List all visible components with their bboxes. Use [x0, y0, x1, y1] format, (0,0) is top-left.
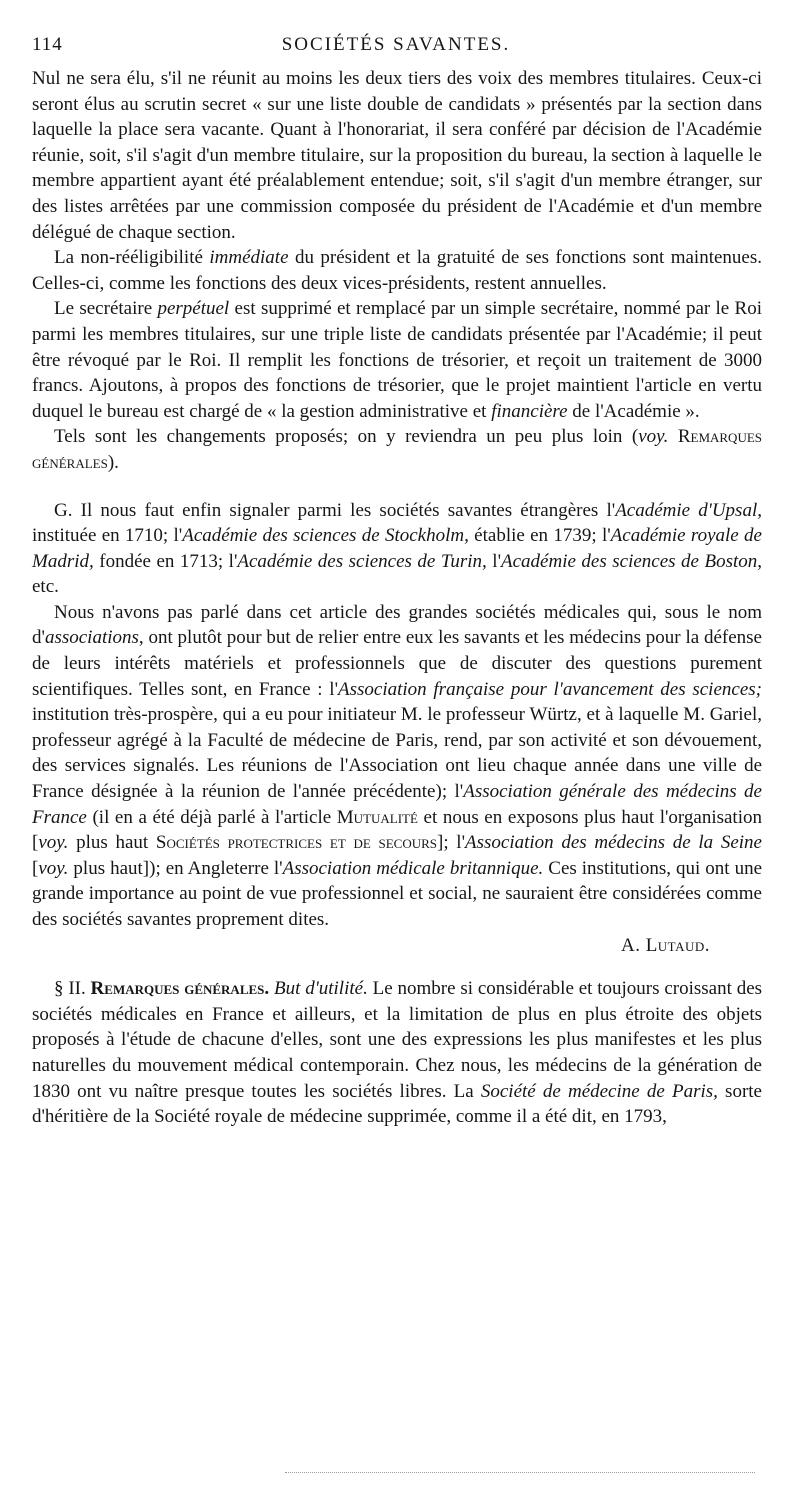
italic-run: Académie des sciences de Turin,	[237, 550, 487, 572]
italic-run: immédiate	[209, 247, 289, 269]
italic-run: Association générale des médecins de France	[32, 781, 762, 828]
italic-run: voy.	[638, 426, 669, 448]
text-run: (il en a été déjà parlé à l'article	[86, 806, 337, 828]
italic-run: Académie des sciences de Stockholm,	[182, 525, 469, 547]
text-run: [	[32, 857, 39, 879]
text-run: G. Il nous faut enfin signaler parmi les sociétés savantes étrangères l'	[54, 499, 616, 521]
page-header	[32, 34, 760, 62]
author-signature: A. Lutaud.	[620, 934, 710, 956]
running-head: SOCIÉTÉS SAVANTES.	[281, 34, 511, 55]
text-run: ]; l'	[437, 832, 465, 854]
italic-run: Association médicale britannique.	[282, 857, 544, 879]
italic-run: Société de médecine de Paris,	[480, 1080, 718, 1102]
text-run: établie en 1739; l'	[468, 525, 611, 547]
text-run: Ces institutions, qui ont une grande importance au point de vue professionnel et social, ne sauraient être considérées comme des sociétés savantes proprement dites.	[32, 857, 763, 930]
paragraph-general-remarks	[32, 976, 762, 1130]
paragraph-president	[32, 245, 762, 296]
text-run: Le nombre si considérable et toujours croissant des sociétés médicales en France et ailleurs, et la limitation de plus en plus étroite des objets proposés à l'étude de chacune d'elles, sont une des expressions les plus manifestes et les plus naturelles du mouvement médical contemporain. Chez nous, les médecins de la génération de 1830 ont vu naître presque toutes les sociétés libres. La	[32, 978, 763, 1102]
italic-run: Académie d'Upsal,	[615, 499, 762, 521]
paragraph-secretary	[32, 296, 762, 424]
text-column	[32, 66, 762, 1130]
italic-run: financière	[491, 400, 568, 422]
text-run: Nul ne sera élu, s'il ne réunit au moins les deux tiers des voix des membres titulaires. Ceux-ci seront élus au scrutin secret « sur une liste double de candidats » présentés par la section dans laquelle la place sera vacante. Quant à l'honorariat, il sera conféré par décision de l'Académie réunie, soit, s'il s'agit d'un membre titulaire, sur la proposition du bureau, la section à laquelle le membre appartient ayant été préalablement entendue; soit, s'il s'agit d'un membre étranger, sur des listes arrêtées par une commission composée du président de l'Académie et d'un membre délégué de chaque section.	[32, 68, 762, 243]
text-run: et nous en exposons plus haut l'organisation [	[32, 806, 762, 854]
text-run: plus haut	[68, 832, 156, 854]
text-run: La non-rééligibilité	[54, 247, 210, 269]
italic-run: voy.	[38, 832, 69, 854]
text-run: instituée en 1710; l'	[32, 525, 183, 547]
italic-run: Académie royale de Madrid,	[32, 525, 762, 572]
italic-run: associations	[44, 627, 139, 649]
text-run: fondée en 1713; l'	[93, 550, 238, 572]
italic-run: Association des médecins de la Seine	[465, 832, 762, 854]
page-number: 114	[32, 34, 63, 55]
italic-run: voy.	[38, 857, 69, 879]
text-run: Le secrétaire	[54, 298, 158, 320]
text-run: du président et la gratuité de ses fonctions sont maintenues. Celles-ci, comme les fonctions des deux vices-présidents, restent annuelles.	[32, 247, 762, 294]
paragraph-gap	[32, 958, 762, 976]
text-run: plus haut]); en Angleterre l'	[68, 857, 283, 879]
text-run: ).	[107, 451, 119, 473]
text-run: , ont plutôt pour but de relier entre eux les savants et les médecins pour la défense de leurs intérêts matériels et professionnels que de discuter des questions purement scientifiques. Telles sont, en France : l'	[32, 627, 762, 700]
paragraph-gap	[32, 476, 762, 498]
italic-run: But d'utilité.	[273, 978, 368, 1000]
text-run: l'	[486, 550, 502, 572]
paragraph-associations	[32, 600, 762, 933]
text-run: sorte d'héritière de la Société royale de médecine supprimée, comme il a été dit, en 1793,	[32, 1080, 762, 1128]
text-run: est supprimé et remplacé par un simple secrétaire, nommé par le Roi parmi les membres titulaires, sur une triple liste de candidats présentée par l'Académie; il peut être révoqué par le Roi. Il remplit les fonctions de trésorier, et reçoit un traitement de 3000 francs. Ajoutons, à propos des fonctions de trésorier, que le projet maintient l'article en vertu duquel le bureau est chargé de « la gestion administrative et	[32, 298, 763, 422]
section-heading: Remarques générales.	[90, 978, 270, 1000]
text-run: , etc.	[32, 550, 763, 598]
section-number: § II.	[54, 978, 91, 1000]
text-run: Nous n'avons pas parlé dans cet article des grandes sociétés médicales qui, sous le nom d'	[32, 601, 762, 649]
paragraph-election-rules	[32, 66, 762, 245]
text-run: de l'Académie ».	[567, 400, 700, 422]
paragraph-changes	[32, 424, 762, 475]
italic-run: Académie des sciences de Boston	[501, 550, 758, 572]
italic-run: Association française pour l'avancement des sciences;	[338, 678, 762, 700]
italic-run: perpétuel	[157, 298, 230, 320]
small-caps-run: Mutualité	[336, 806, 418, 828]
text-run: Tels sont les changements proposés; on y reviendra un peu plus loin (	[54, 426, 639, 448]
paragraph-foreign-societies	[32, 498, 762, 600]
small-caps-run: Remarques générales	[32, 426, 763, 473]
small-caps-run: Sociétés protectrices et de secours	[155, 832, 437, 854]
footer-rule	[285, 1472, 755, 1473]
text-run: institution très-prospère, qui a eu pour initiateur M. le professeur Würtz, et à laquelle M. Gariel, professeur agrégé à la Faculté de médecine de Paris, rend, par son activité et son dévouement, des services signalés. Les réunions de l'Association ont lieu chaque année dans une ville de France désignée à la réunion de l'année précédente); l'	[32, 704, 762, 803]
